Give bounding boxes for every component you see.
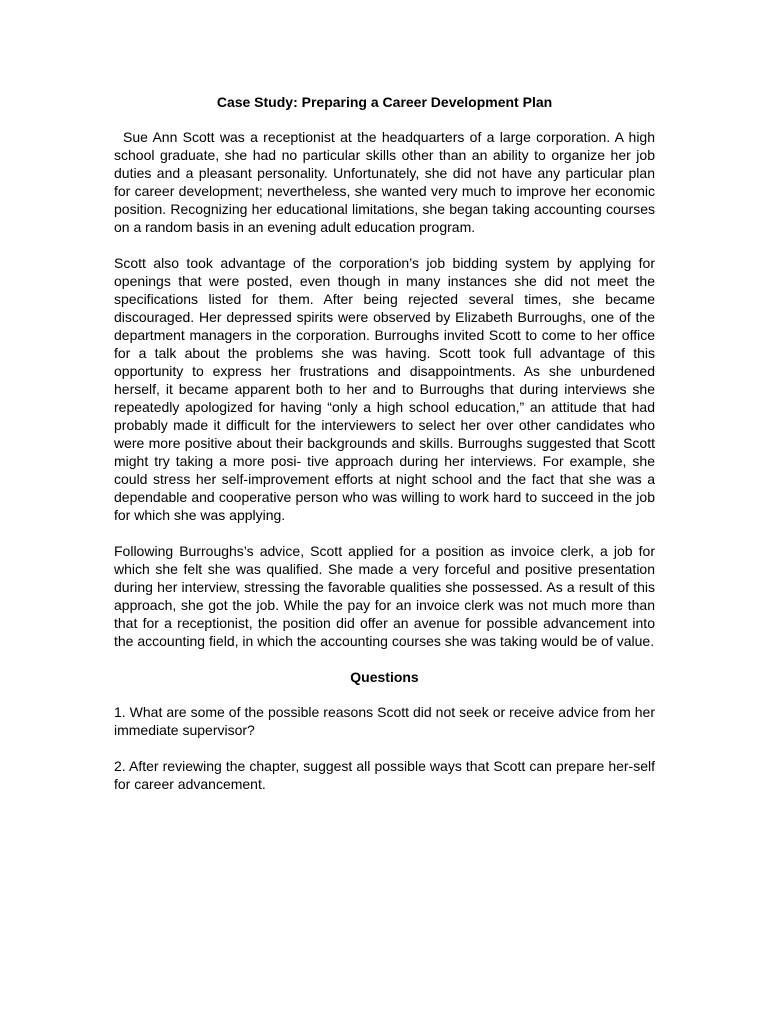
document-title: Case Study: Preparing a Career Development Plan xyxy=(216,94,553,110)
document-page xyxy=(114,93,655,811)
paragraph-3: Following Burroughs’s advice, Scott applied for a position as invoice clerk, a job for which she felt she was qualified. She made a very forceful and positive presentation during her interview, stressing the favorable qualities she possessed. As a result of this approach, she got the job. While the pay for an invoice clerk was not much more than that for a receptionist, the position did offer an avenue for possible advancement into the accounting field, in which the accounting courses she was taking would be of value. xyxy=(114,543,655,649)
paragraph-1: Sue Ann Scott was a receptionist at the headquarters of a large corporation. A high school graduate, she had no particular skills other than an ability to organize her job duties and a pleasant personality. Unfortunately, she did not have any particular plan for career development; nevertheless, she wanted very much to improve her economic position. Recognizing her educational limitations, she began taking accounting courses on a random basis in an evening adult education program. xyxy=(114,129,655,235)
question-1: 1. What are some of the possible reasons Scott did not seek or receive advice from her immediate supervisor? xyxy=(114,704,655,738)
paragraph-2: Scott also took advantage of the corporation’s job bidding system by applying for openings that were posted, even though in many instances she did not meet the specifications listed for them. After being rejected several times, she became discouraged. Her depressed spirits were observed by Elizabeth Burroughs, one of the department managers in the corporation. Burroughs invited Scott to come to her office for a talk about the problems she was having. Scott took full advantage of this opportunity to express her frustrations and disappointments. As she unburdened herself, it became apparent both to her and to Burroughs that during interviews she repeatedly apologized for having “only a high school education,” an attitude that had probably made it difficult for the interviewers to select her over other candidates who were more positive about their backgrounds and skills. Burroughs suggested that Scott might try taking a more posi- tive approach during her interviews. For example, she could stress her self-improvement efforts at night school and the fact that she was a dependable and cooperative person who was willing to work hard to succeed in the job for which she was applying. xyxy=(114,255,655,523)
questions-heading: Questions xyxy=(350,669,419,685)
question-2: 2. After reviewing the chapter, suggest all possible ways that Scott can prepare her-self for career advancement. xyxy=(114,758,655,792)
